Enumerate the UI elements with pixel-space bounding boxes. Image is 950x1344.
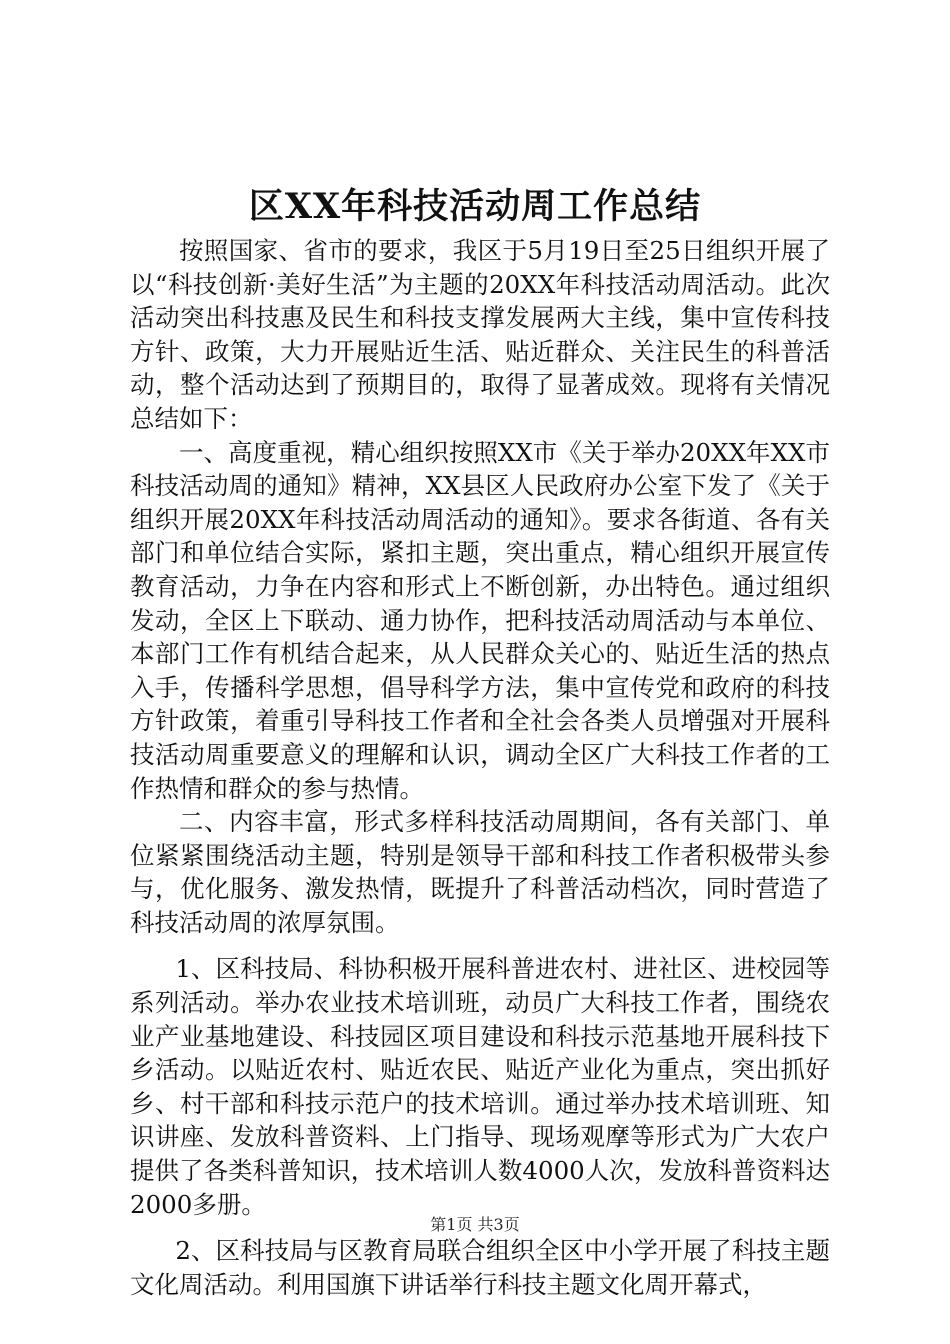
paragraph-section-2: 二、内容丰富，形式多样科技活动周期间，各有关部门、单位紧紧围绕活动主题，特别是领导干部和科技工作者积极带头参与，优化服务、激发热情，既提升了科普活动档次，同时营造了科技活动周的浓厚氛围。: [130, 807, 830, 937]
paragraph-intro: 按照国家、省市的要求，我区于5月19日至25日组织开展了以“科技创新·美好生活”为主题的20XX年科技活动周活动。此次活动突出科技惠及民生和科技支撑发展两大主线，集中宣传科技方针、政策，大力开展贴近生活、贴近群众、关注民生的科普活动，整个活动达到了预期目的，取得了显著成效。现将有关情况总结如下：: [130, 236, 830, 433]
page-footer: 第1页 共3页: [430, 1215, 520, 1234]
paragraph-item-1: 1、区科技局、科协积极开展科普进农村、进社区、进校园等系列活动。举办农业技术培训班，动员广大科技工作者，围绕农业产业基地建设、科技园区项目建设和科技示范基地开展科技下乡活动。以贴近农村、贴近农民、贴近产业化为重点，突出抓好乡、村干部和科技示范户的技术培训。通过举办技术培训班、知识讲座、发放科普资料、上门指导、现场观摩等形式为广大农户提供了各类科普知识，技术培训人数4000人次，发放科普资料达2000多册。: [130, 954, 830, 1219]
paragraph-item-2: 2、区科技局与区教育局联合组织全区中小学开展了科技主题文化周活动。利用国旗下讲话举行科技主题文化周开幕式，: [130, 1236, 830, 1299]
paragraph-section-1: 一、高度重视，精心组织按照XX市《关于举办20XX年XX市科技活动周的通知》精神，XX县区人民政府办公室下发了《关于组织开展20XX年科技活动周活动的通知》。要求各街道、各有关部门和单位结合实际，紧扣主题，突出重点，精心组织开展宣传教育活动，力争在内容和形式上不断创新，办出特色。通过组织发动，全区上下联动、通力协作，把科技活动周活动与本单位、本部门工作有机结合起来，从人民群众关心的、贴近生活的热点入手，传播科学思想，倡导科学方法，集中宣传党和政府的科技方针政策，着重引导科技工作者和全社会各类人员增强对开展科技活动周重要意义的理解和认识，调动全区广大科技工作者的工作热情和群众的参与热情。: [130, 437, 830, 803]
document-body: [130, 234, 830, 1301]
document-title: 区XX年科技活动周工作总结: [248, 186, 702, 227]
